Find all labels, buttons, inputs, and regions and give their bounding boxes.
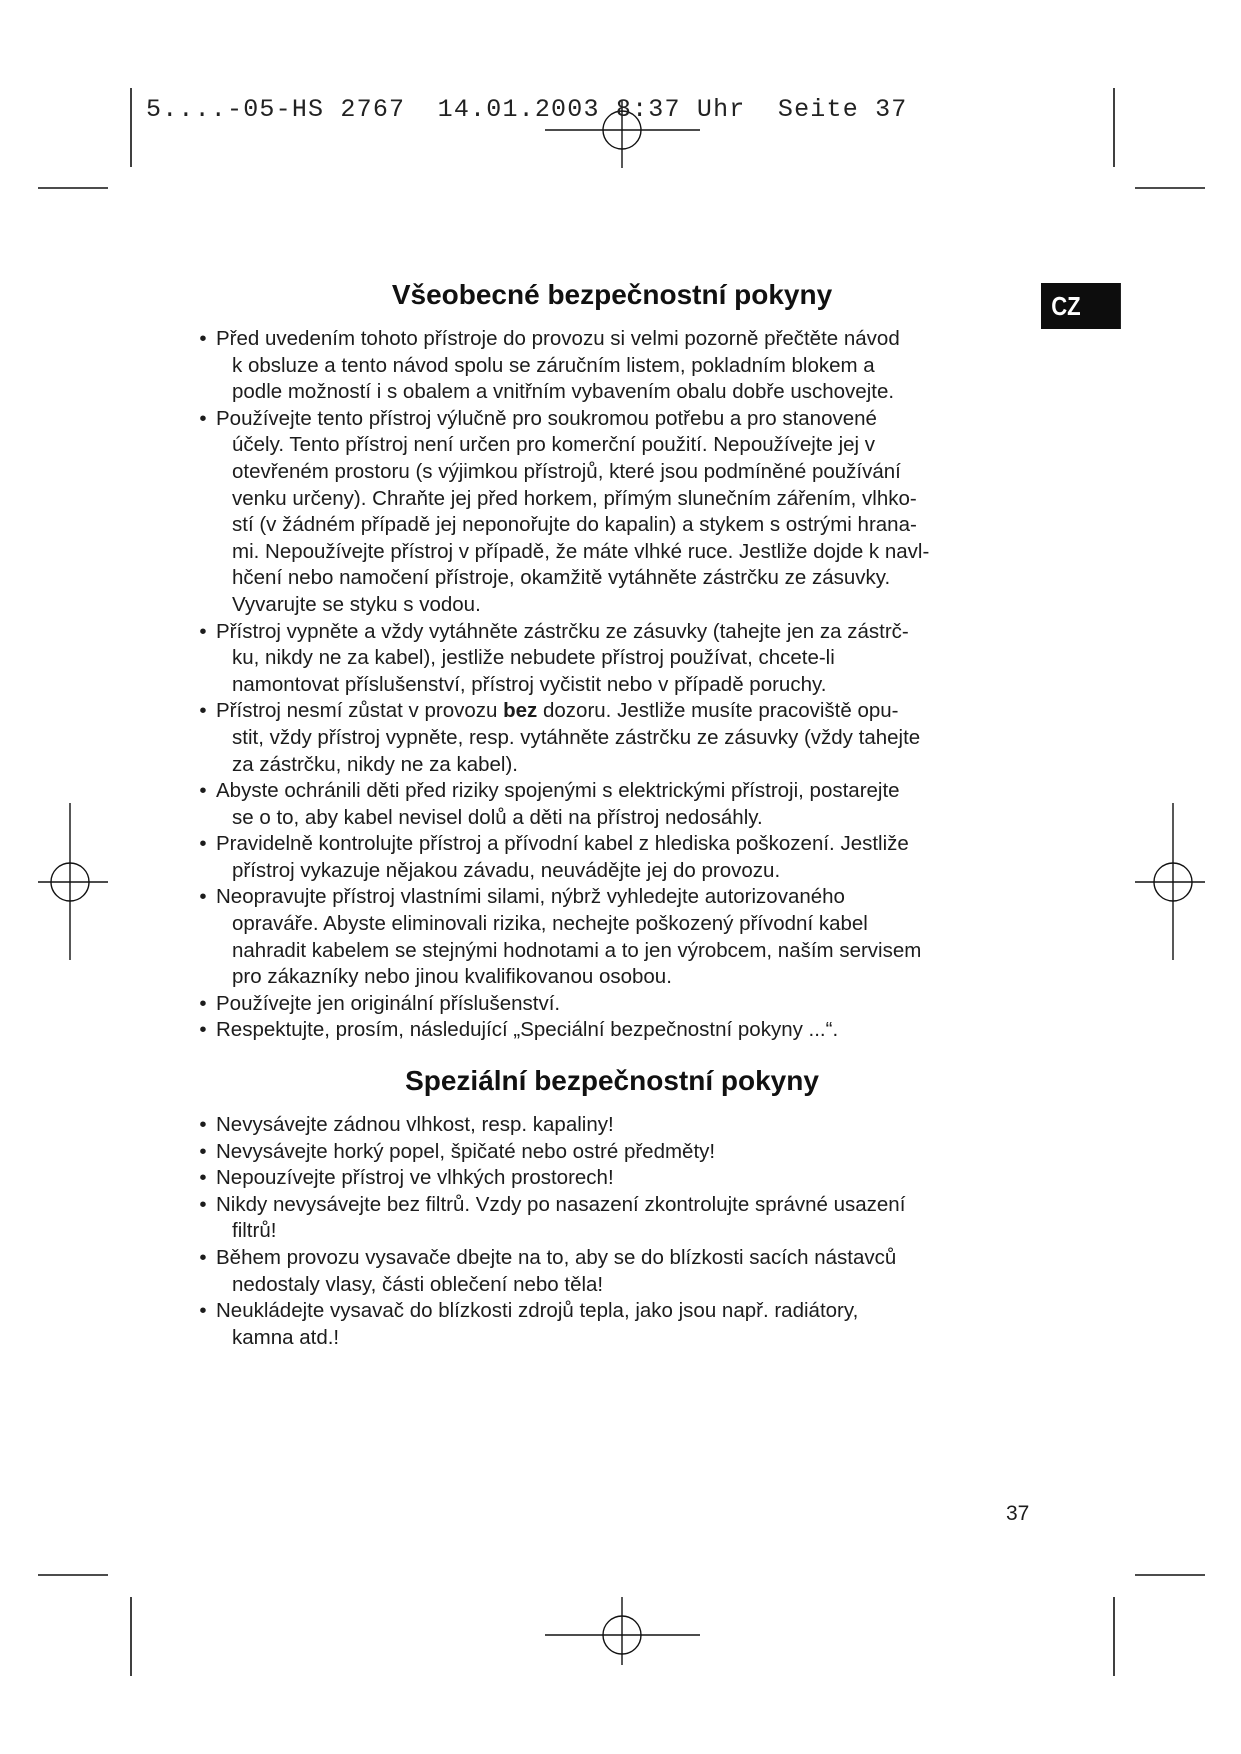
line: Používejte tento přístroj výlučně pro soukromou potřebu a pro stanovené: [216, 406, 877, 430]
list-item: [196, 406, 1028, 619]
line: Přístroj vypněte a vždy vytáhněte zástrčku ze zásuvky (tahejte jen za zástrč-: [216, 619, 909, 643]
line: Nevysávejte zádnou vlhkost, resp. kapaliny!: [216, 1113, 614, 1137]
special-safety-list: [196, 1112, 1028, 1351]
line: Nikdy nevysávejte bez filtrů. Vzdy po nasazení zkontrolujte správné usazení: [216, 1192, 906, 1216]
line: Během provozu vysavače dbejte na to, aby se do blízkosti sacích nástavců: [216, 1246, 897, 1269]
list-item: [196, 1245, 1028, 1298]
line: Používejte jen originální příslušenství.: [216, 991, 561, 1015]
bullet-icon: •: [199, 406, 207, 430]
bullet-icon: •: [199, 619, 207, 643]
registration-mark-left: [38, 803, 108, 960]
list-item: [196, 831, 1028, 884]
line: Nepouzívejte přístroj ve vlhkých prostorech!: [216, 1166, 614, 1190]
section-title-special-safety: Speziální bezpečnostní pokyny: [405, 1065, 819, 1097]
line: otevřeném prostoru (s výjimkou přístrojů, které jsou podmíněné používání: [232, 459, 901, 483]
bullet-icon: •: [199, 1113, 207, 1137]
line: stí (v žádném případě jej neponořujte do kapalin) a stykem s ostrými hrana-: [232, 513, 917, 537]
line: stit, vždy přístroj vypněte, resp. vytáhněte zástrčku ze zásuvky (vždy tahejte: [232, 725, 921, 749]
registration-mark-right: [1135, 803, 1205, 960]
line: Před uvedením tohoto přístroje do provozu si velmi pozorně přečtěte návod: [216, 327, 900, 350]
section-title-general-safety: Všeobecné bezpečnostní pokyny: [391, 279, 833, 310]
line: Neopravujte přístroj vlastními silami, nýbrž vyhledejte autorizovaného: [216, 885, 845, 909]
list-item: [196, 1139, 1028, 1166]
line: mi. Nepoužívejte přístroj v případě, že máte vlhké ruce. Jestliže dojde k navl-: [232, 539, 930, 563]
list-item: [196, 884, 1028, 990]
line: Pravidelně kontrolujte přístroj a přívodní kabel z hlediska poškození. Jestliže: [216, 832, 909, 856]
line: se o to, aby kabel nevisel dolů a děti na přístroj nedosáhly.: [232, 805, 763, 829]
bullet-icon: •: [199, 699, 207, 723]
list-item: [196, 1112, 1028, 1139]
line: pro zákazníky nebo jinou kvalifikovanou osobou.: [232, 965, 672, 989]
line: účely. Tento přístroj není určen pro komerční použití. Nepoužívejte jej v: [232, 433, 876, 457]
line: ku, nikdy ne za kabel), jestliže nebudete přístroj používat, chcete-li: [232, 646, 835, 670]
bullet-icon: •: [199, 991, 207, 1015]
line: podle možností i s obalem a vnitřním vybavením obalu dobře uschovejte.: [232, 380, 895, 404]
bullet-icon: •: [199, 1299, 207, 1323]
line: namontovat příslušenství, přístroj vyčistit nebo v případě poruchy.: [232, 672, 827, 696]
list-item: [196, 991, 1028, 1018]
bullet-icon: •: [199, 1018, 207, 1042]
list-item: [196, 1017, 1028, 1044]
line: opraváře. Abyste eliminovali rizika, nechejte poškozený přívodní kabel: [232, 912, 868, 936]
bullet-icon: •: [199, 327, 207, 350]
line: Vyvarujte se styku s vodou.: [232, 592, 481, 616]
bullet-icon: •: [199, 1192, 207, 1216]
language-tab-cz: CZ: [1041, 283, 1121, 329]
line: Abyste ochránili děti před riziky spojenými s elektrickými přístroji, postarejte: [216, 779, 900, 803]
text-run: Přístroj nesmí zůstat v provozu: [216, 699, 504, 723]
print-slug-header: 5....-05-HS 2767 14.01.2003 8:37 Uhr Seite 37: [146, 95, 908, 124]
line: kamna atd.!: [232, 1325, 340, 1349]
general-safety-list: [196, 326, 1028, 1044]
text-run: dozoru. Jestliže musíte pracoviště opu-: [537, 699, 899, 723]
list-item: [196, 619, 1028, 699]
line: za zástrčku, nikdy ne za kabel).: [232, 752, 518, 776]
line: Respektujte, prosím, následující „Speciální bezpečnostní pokyny ...“.: [216, 1018, 839, 1042]
list-item: [196, 1298, 1028, 1351]
bullet-icon: •: [199, 779, 207, 803]
line: přístroj vykazuje nějakou závadu, neuvádějte jej do provozu.: [232, 858, 781, 882]
line: [216, 698, 1028, 725]
page-number: 37: [1006, 1502, 1030, 1525]
line: nedostaly vlasy, části oblečení nebo těla!: [232, 1272, 604, 1296]
line: venku určeny). Chraňte jej před horkem, přímým slunečním zářením, vlhko-: [232, 486, 917, 510]
list-item: [196, 1165, 1028, 1192]
bullet-icon: •: [199, 1246, 207, 1269]
bullet-icon: •: [199, 885, 207, 909]
line: Nevysávejte horký popel, špičaté nebo ostré předměty!: [216, 1139, 716, 1163]
line: filtrů!: [232, 1219, 277, 1243]
line: nahradit kabelem se stejnými hodnotami a to jen výrobcem, naším servisem: [232, 938, 922, 962]
bullet-icon: •: [199, 832, 207, 856]
document-body: [196, 278, 1028, 1351]
list-item: [196, 1192, 1028, 1245]
line: k obsluze a tento návod spolu se záručním listem, pokladním blokem a: [232, 353, 875, 377]
line: hčení nebo namočení přístroje, okamžitě vytáhněte zástrčku ze zásuvky.: [232, 566, 891, 590]
registration-mark-bottom: [545, 1597, 700, 1665]
list-item: [196, 326, 1028, 406]
bullet-icon: •: [199, 1139, 207, 1163]
bullet-icon: •: [199, 1166, 207, 1190]
line: Neukládejte vysavač do blízkosti zdrojů tepla, jako jsou např. radiátory,: [216, 1299, 859, 1323]
list-item: [196, 698, 1028, 778]
list-item: [196, 778, 1028, 831]
emphasis-bez: bez: [503, 699, 538, 723]
